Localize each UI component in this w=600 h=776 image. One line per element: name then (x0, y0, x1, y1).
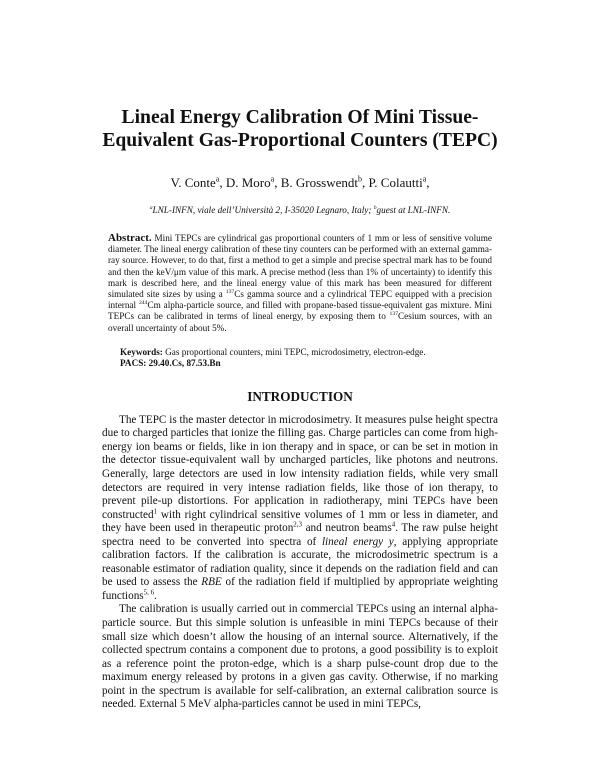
body-text: The TEPC is the master detector in microdosimetry. It measures pulse height spectra due to charged particles that ionize the filling gas. Charge particles can come from high-energy ion beams or fields, like in ion therapy and in space, or can be set in motion in the detector tissue-equivalent wall by uncharged particles, like photons and neutrons. Generally, large detectors are used in low intensity radiation fields, while very small detectors are required in very intense radiation fields, like those of ion therapy, to prevent pile-up distortions. For application in radiotherapy, mini TEPCs have been constructed (102, 413, 498, 521)
affil-mark: a (149, 204, 153, 211)
keywords-line (120, 347, 498, 358)
body-text: of the radiation field if multiplied by appropriate weighting functions (102, 576, 498, 602)
abstract-text: Cesium sources, with an overall uncertainty of about 5%. (108, 311, 492, 333)
body-text: . The raw pulse height spectra need to be converted into spectra of (102, 522, 498, 548)
author-name: , B. Grosswendt (274, 175, 358, 190)
abstract (108, 233, 492, 334)
author-name: , D. Moro (219, 175, 271, 190)
emphasis: RBE (201, 576, 222, 589)
affiliations (102, 205, 498, 216)
body-text: with right cylindrical sensitive volumes of 1 mm or less in diameter, and they have been used in therapeutic proton (102, 508, 498, 535)
author-affil-mark: b (357, 174, 362, 184)
body-paragraph (102, 414, 498, 604)
isotope-mass: 137 (389, 311, 399, 318)
abstract-text: Cm alpha-particle source, and filled with propane-based tissue-equivalent gas mixture. Mini TEPCs can be calibrated in terms of lineal energy, by exposing them to (108, 300, 492, 322)
author-list (102, 175, 498, 191)
paper-title (102, 0, 498, 152)
body-paragraph: The calibration is usually carried out in commercial TEPCs using an internal alpha-particle source. But this simple solution is unfeasible in mini TEPCs because of their small size which doesn’t allow the housing of an internal source. Alternatively, if the collected spectrum contains a component due to protons, a good possibility is to exploit as a reference point the proton-edge, which is a sharp pulse-count drop due to the maximum energy released by protons in a given gas cavity. Otherwise, if no marking point in the spectrum is available for self-calibration, an external calibration source is needed. External 5 MeV alpha-particles cannot be used in mini TEPCs, (102, 603, 498, 711)
citation-ref: 4 (391, 520, 396, 529)
body-text: . (154, 589, 157, 602)
citation-ref: 5, 6 (143, 588, 155, 597)
keywords-label: Keywords: (120, 346, 163, 357)
isotope-mass: 244 (138, 300, 148, 307)
author-list-tail: , (426, 175, 430, 190)
author-affil-mark: a (422, 174, 427, 184)
abstract-label: Abstract. (108, 232, 152, 244)
author-name: V. Conte (170, 175, 216, 190)
citation-ref: 2,3 (293, 520, 302, 529)
title-line-2: Equivalent Gas-Proportional Counters (TEPC) (102, 130, 498, 151)
body-text: , applying appropriate calibration factors. If the calibration is accurate, the microdosimetric spectrum is a reasonable estimator of radiation quality, since it depends on the radiation field and can be used to assess the (102, 535, 498, 589)
abstract-text: Mini TEPCs are cylindrical gas proportional counters of 1 mm or less of sensitive volume diameter. The lineal energy calibration of these tiny counters can be performed with an external gamma-ray source. However, to do that, first a method to get a simple and precise spectral mark has to be found and then the keV/μm value of this mark. A precise method (less than 1% of uncertainty) to identify this mark is described here, and the lineal energy value of this mark has been measured for different simulated site sizes by using a (108, 233, 492, 300)
abstract-text: Cs gamma source and a cylindrical TEPC equipped with a precision internal (108, 289, 492, 311)
citation-ref: 1 (153, 506, 158, 515)
pacs-codes: PACS: 29.40.Cs, 87.53.Bn (120, 357, 221, 368)
section-heading: INTRODUCTION (247, 388, 353, 404)
pacs-line (120, 358, 498, 369)
title-line-1: Lineal Energy Calibration Of Mini Tissue- (121, 107, 479, 128)
author-affil-mark: a (270, 174, 275, 184)
keywords-text: Gas proportional counters, mini TEPC, microdosimetry, electron-edge. (162, 346, 426, 357)
body-text: and neutron beams (301, 522, 392, 535)
keywords-block (120, 347, 498, 369)
isotope-mass: 137 (225, 288, 235, 295)
emphasis: lineal energy y (321, 535, 394, 548)
author-affil-mark: a (215, 174, 220, 184)
author-name: , P. Colautti (362, 175, 423, 190)
affil-mark: b (373, 204, 377, 211)
affil-text-b: guest at LNL-INFN. (376, 205, 451, 215)
affil-text-a: LNL-INFN, viale dell’Università 2, I-35020 Legnaro, Italy; (152, 205, 372, 215)
